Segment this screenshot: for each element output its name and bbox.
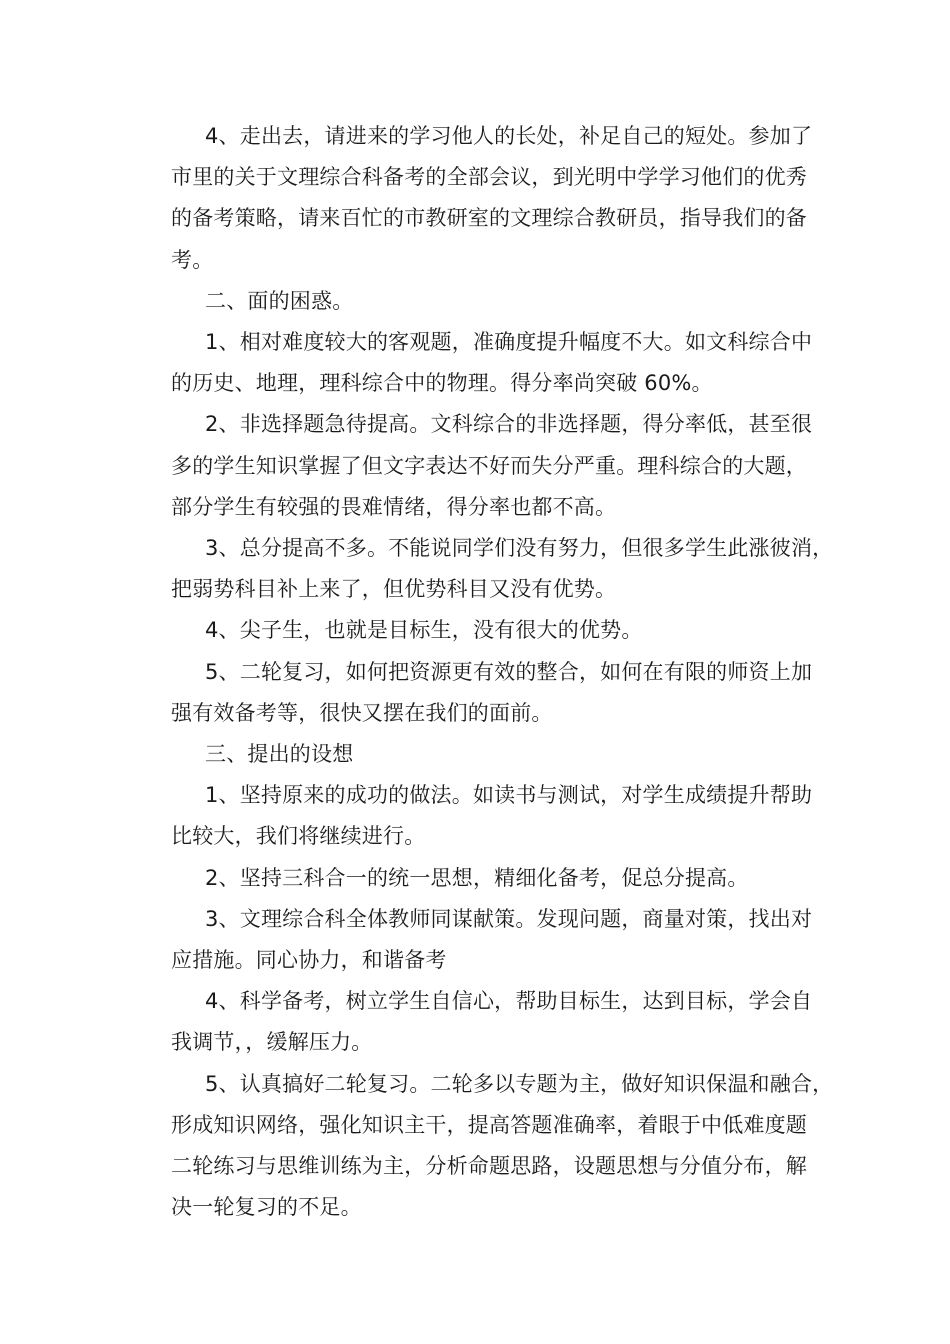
text-line: 3、文理综合科全体教师同谋献策。发现问题，商量对策，找出对 <box>205 906 813 931</box>
text-line: 多的学生知识掌握了但文字表达不好而失分严重。理科综合的大题， <box>171 453 807 478</box>
paragraph-difficulty-2 <box>137 404 827 528</box>
text-line: 把弱势科目补上来了，但优势科目又没有优势。 <box>171 577 617 602</box>
text-line: 市里的关于文理综合科备考的全部会议，到光明中学学习他们的优秀 <box>171 165 807 190</box>
text-line: 4、走出去，请进来的学习他人的长处，补足自己的短处。参加了 <box>205 124 813 148</box>
text-line: 部分学生有较强的畏难情绪，得分率也都不高。 <box>171 494 617 519</box>
paragraph-outreach <box>137 116 827 281</box>
paragraph-difficulty-4 <box>137 610 827 651</box>
paragraph-proposal-1 <box>137 775 827 857</box>
text-line: 1、坚持原来的成功的做法。如读书与测试，对学生成绩提升帮助 <box>205 783 813 808</box>
paragraph-proposal-2 <box>137 858 827 899</box>
text-line: 3、总分提高不多。不能说同学们没有努力，但很多学生此涨彼消， <box>205 536 834 561</box>
text-line: 4、科学备考，树立学生自信心，帮助目标生，达到目标，学会自 <box>205 989 813 1014</box>
text-line: 三、提出的设想 <box>205 742 354 767</box>
text-line: 决一轮复习的不足。 <box>171 1195 362 1220</box>
text-line: 的历史、地理，理科综合中的物理。得分率尚突破 60%。 <box>171 371 713 396</box>
text-line: 我调节，，缓解压力。 <box>171 1030 373 1055</box>
paragraph-difficulty-5 <box>137 652 827 734</box>
section-heading-proposals <box>137 734 827 775</box>
text-line: 形成知识网络，强化知识主干，提高答题准确率，着眼于中低难度题 <box>171 1112 807 1137</box>
text-line: 1、相对难度较大的客观题，准确度提升幅度不大。如文科综合中 <box>205 330 813 355</box>
text-line: 比较大，我们将继续进行。 <box>171 824 426 849</box>
text-line: 的备考策略，请来百忙的市教研室的文理综合教研员，指导我们的备 <box>171 206 807 231</box>
paragraph-proposal-5 <box>137 1064 834 1229</box>
text-line: 考。 <box>171 247 214 272</box>
text-line: 5、认真搞好二轮复习。二轮多以专题为主，做好知识保温和融合， <box>205 1071 834 1096</box>
paragraph-proposal-3 <box>137 899 827 981</box>
text-line: 二轮练习与思维训练为主，分析命题思路，设题思想与分值分布，解 <box>171 1154 807 1179</box>
text-line: 5、二轮复习，如何把资源更有效的整合，如何在有限的师资上加 <box>205 659 813 684</box>
text-line: 应措施。同心协力，和谐备考 <box>171 948 447 973</box>
section-heading-difficulties <box>137 281 827 322</box>
paragraph-proposal-4 <box>137 981 827 1063</box>
text-line: 二、面的困惑。 <box>205 288 354 313</box>
paragraph-difficulty-3 <box>137 528 834 610</box>
text-line: 2、坚持三科合一的统一思想，精细化备考，促总分提高。 <box>205 865 749 890</box>
text-line: 强有效备考等，很快又摆在我们的面前。 <box>171 700 553 725</box>
text-line: 2、非选择题急待提高。文科综合的非选择题，得分率低，甚至很 <box>205 412 813 437</box>
document-body <box>137 116 834 1228</box>
text-line: 4、尖子生，也就是目标生，没有很大的优势。 <box>205 618 643 643</box>
paragraph-difficulty-1 <box>137 322 827 404</box>
